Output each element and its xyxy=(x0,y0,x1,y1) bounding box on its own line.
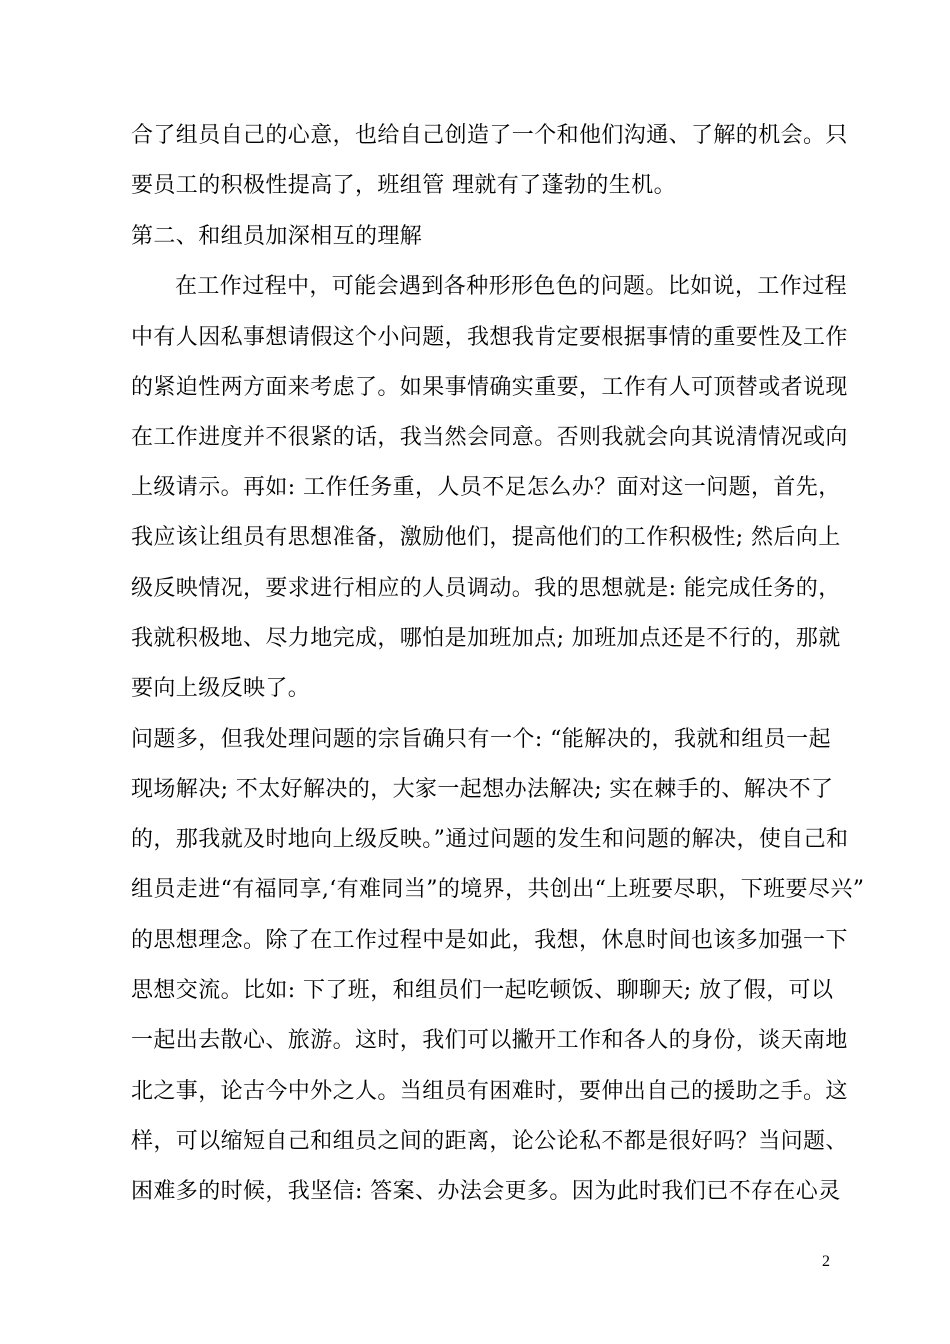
paragraph-line: 级反映情况，要求进行相应的人员调动。我的思想就是: 能完成任务的， xyxy=(131,576,841,601)
paragraph-line: 我就积极地、尽力地完成，哪怕是加班加点; 加班加点还是不行的，那就 xyxy=(131,626,841,651)
paragraph-line: 现场解决; 不太好解决的，大家一起想办法解决; 实在棘手的、解决不了 xyxy=(131,777,834,802)
paragraph-line: 北之事，论古今中外之人。当组员有困难时，要伸出自己的援助之手。这 xyxy=(131,1079,848,1104)
paragraph-line: 中有人因私事想请假这个小问题，我想我肯定要根据事情的重要性及工作 xyxy=(131,325,848,350)
paragraph-line: 要向上级反映了。 xyxy=(131,676,311,701)
paragraph-line: 合了组员自己的心意，也给自己创造了一个和他们沟通、了解的机会。只 xyxy=(131,123,848,148)
paragraph-line: 的紧迫性两方面来考虑了。如果事情确实重要，工作有人可顶替或者说现 xyxy=(131,375,848,400)
paragraph-line: 的，那我就及时地向上级反映。”通过问题的发生和问题的解决，使自己和 xyxy=(131,827,849,852)
paragraph-line: 上级请示。再如: 工作任务重，人员不足怎么办？面对这一问题，首先， xyxy=(131,475,841,500)
paragraph-line: 的思想理念。除了在工作过程中是如此，我想，休息时间也该多加强一下 xyxy=(131,928,848,953)
paragraph-line: 思想交流。比如: 下了班，和组员们一起吃顿饭、聊聊天; 放了假，可以 xyxy=(131,978,834,1003)
section-heading: 第二、和组员加深相互的理解 xyxy=(131,224,423,249)
paragraph-line: 样，可以缩短自己和组员之间的距离，论公论私不都是很好吗？当问题、 xyxy=(131,1129,848,1154)
paragraph-line: 在工作过程中，可能会遇到各种形形色色的问题。比如说，工作过程 xyxy=(175,274,848,299)
paragraph-line: 要员工的积极性提高了，班组管 理就有了蓬勃的生机。 xyxy=(131,173,676,198)
paragraph-line: 问题多，但我处理问题的宗旨确只有一个: “能解决的，我就和组员一起 xyxy=(131,727,831,752)
paragraph-line: 组员走进“有福同享,‘有难同当”的境界，共创出“上班要尽职，下班要尽兴” xyxy=(131,877,865,902)
paragraph-line: 一起出去散心、旅游。这时，我们可以撇开工作和各人的身份，谈天南地 xyxy=(131,1028,848,1053)
paragraph-line: 我应该让组员有思想准备，激励他们，提高他们的工作积极性; 然后向上 xyxy=(131,525,841,550)
page-number: 2 xyxy=(822,1253,830,1270)
paragraph-line: 困难多的时候，我坚信: 答案、办法会更多。因为此时我们已不存在心灵 xyxy=(131,1179,841,1204)
paragraph-line: 在工作进度并不很紧的话，我当然会同意。否则我就会向其说清情况或向 xyxy=(131,425,848,450)
